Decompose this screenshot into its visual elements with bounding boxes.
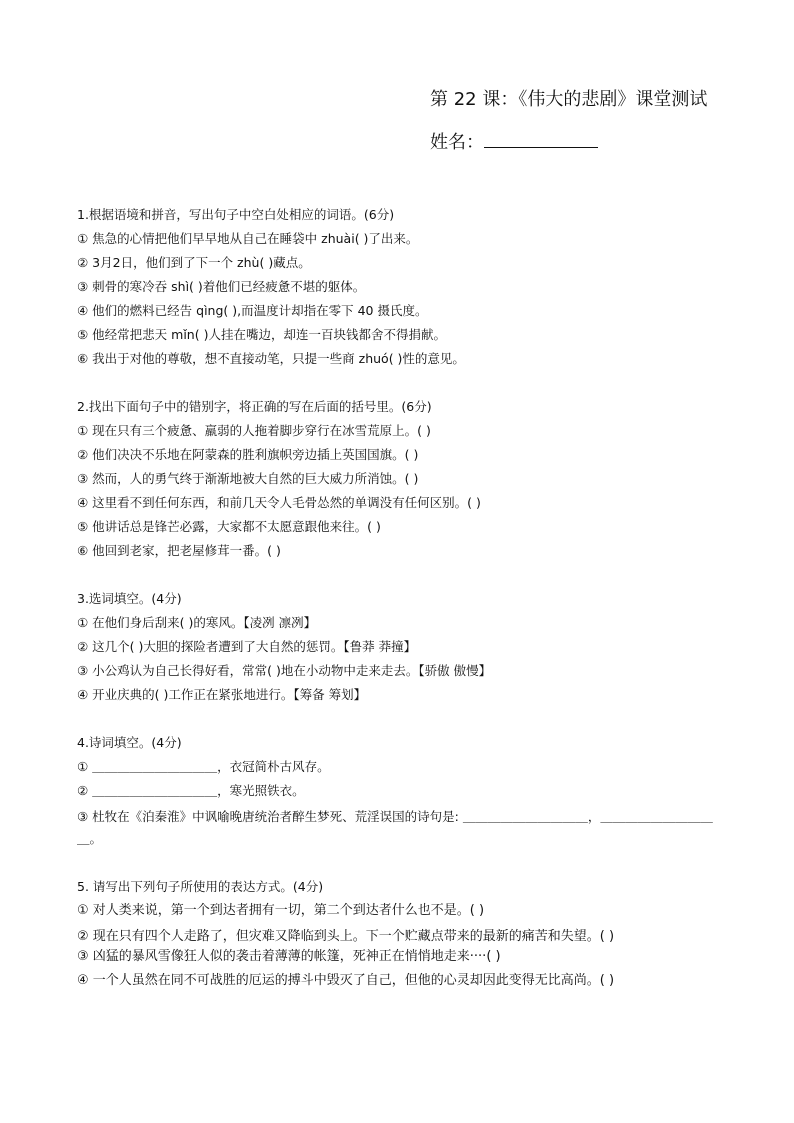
question-item: ④ 这里看不到任何东西，和前几天令人毛骨怂然的单调没有任何区别。( ) xyxy=(77,495,481,510)
section-title: 4.诗词填空。(4分) xyxy=(77,735,182,750)
name-field xyxy=(430,128,598,154)
section-4-poetry-fill xyxy=(77,734,737,850)
section-title: 5. 请写出下列句子所使用的表达方式。(4分) xyxy=(77,879,324,894)
question-item: ① 在他们身后刮来( )的寒风。【凌冽 凛冽】 xyxy=(77,615,317,630)
question-item: ⑤ 他经常把悲天 mǐn( )人挂在嘴边，却连一百块钱都舍不得捐献。 xyxy=(77,327,446,342)
section-3-word-choice xyxy=(77,590,737,710)
question-item: ⑥ 他回到老家，把老屋修茸一番。( ) xyxy=(77,543,281,558)
question-item: ③ 然而，人的勇气终于渐渐地被大自然的巨大威力所消蚀。( ) xyxy=(77,471,419,486)
question-item: ④ 一个人虽然在同不可战胜的厄运的搏斗中毁灭了自己，但他的心灵却因此变得无比高尚。( ) xyxy=(77,973,615,988)
section-title: 1.根据语境和拼音，写出句子中空白处相应的词语。(6分) xyxy=(77,207,395,222)
name-label: 姓名： xyxy=(430,132,484,153)
section-1-pinyin-words xyxy=(77,206,737,374)
question-item: ② ＿＿＿＿＿＿＿＿＿＿，寒光照铁衣。 xyxy=(77,783,305,798)
section-title: 2.找出下面句子中的错别字，将正确的写在后面的括号里。(6分) xyxy=(77,399,432,414)
question-item: ④ 开业庆典的( )工作正在紧张地进行。【筹备 筹划】 xyxy=(77,687,367,702)
question-item: ③ 刺骨的寒冷吞 shì( )着他们已经疲惫不堪的躯体。 xyxy=(77,279,366,294)
question-item: ① 对人类来说，第一个到达者拥有一切，第二个到达者什么也不是。( ) xyxy=(77,903,485,918)
question-item: ③ 杜牧在《泊秦淮》中讽喻晚唐统治者醉生梦死、荒淫误国的诗句是: ＿＿＿＿＿＿＿＿＿＿，＿＿＿＿＿＿＿＿＿＿。 xyxy=(77,809,713,846)
question-item: ② 现在只有四个人走路了，但灾难又降临到头上。下一个贮藏点带来的最新的痛苦和失望。( ) xyxy=(77,929,615,944)
page-title: 第 22 课：《伟大的悲剧》课堂测试 xyxy=(430,89,708,110)
question-item: ① ＿＿＿＿＿＿＿＿＿＿，衣冠简朴古风存。 xyxy=(77,759,330,774)
question-item: ④ 他们的燃料已经告 qìng( ),而温度计却指在零下 40 摄氏度。 xyxy=(77,303,428,318)
question-item: ② 3月2日，他们到了下一个 zhù( )藏点。 xyxy=(77,255,311,270)
section-2-typo-correction xyxy=(77,398,737,566)
question-item: ③ 小公鸡认为自己长得好看，常常( )地在小动物中走来走去。【骄傲 傲慢】 xyxy=(77,663,492,678)
question-item: ① 现在只有三个疲惫、羸弱的人拖着脚步穿行在冰雪荒原上。( ) xyxy=(77,423,431,438)
question-item: ② 这几个( )大胆的探险者遭到了大自然的惩罚。【鲁莽 莽撞】 xyxy=(77,639,417,654)
question-item: ⑥ 我出于对他的尊敬，想不直接动笔，只提一些商 zhuó( )性的意见。 xyxy=(77,351,465,366)
question-item: ③ 凶猛的暴风雪像狂人似的袭击着薄薄的帐篷，死神正在悄悄地走来····( ) xyxy=(77,949,501,964)
section-title: 3.选词填空。(4分) xyxy=(77,591,182,606)
question-item: ⑤ 他讲话总是锋芒必露，大家都不太愿意跟他来往。( ) xyxy=(77,519,381,534)
section-5-expression-methods xyxy=(77,878,737,996)
question-item: ① 焦急的心情把他们早早地从自己在睡袋中 zhuài( )了出来。 xyxy=(77,231,419,246)
name-blank-line[interactable] xyxy=(484,131,598,148)
question-item: ② 他们决决不乐地在阿蒙森的胜利旗帜旁边插上英国国旗。( ) xyxy=(77,447,419,462)
